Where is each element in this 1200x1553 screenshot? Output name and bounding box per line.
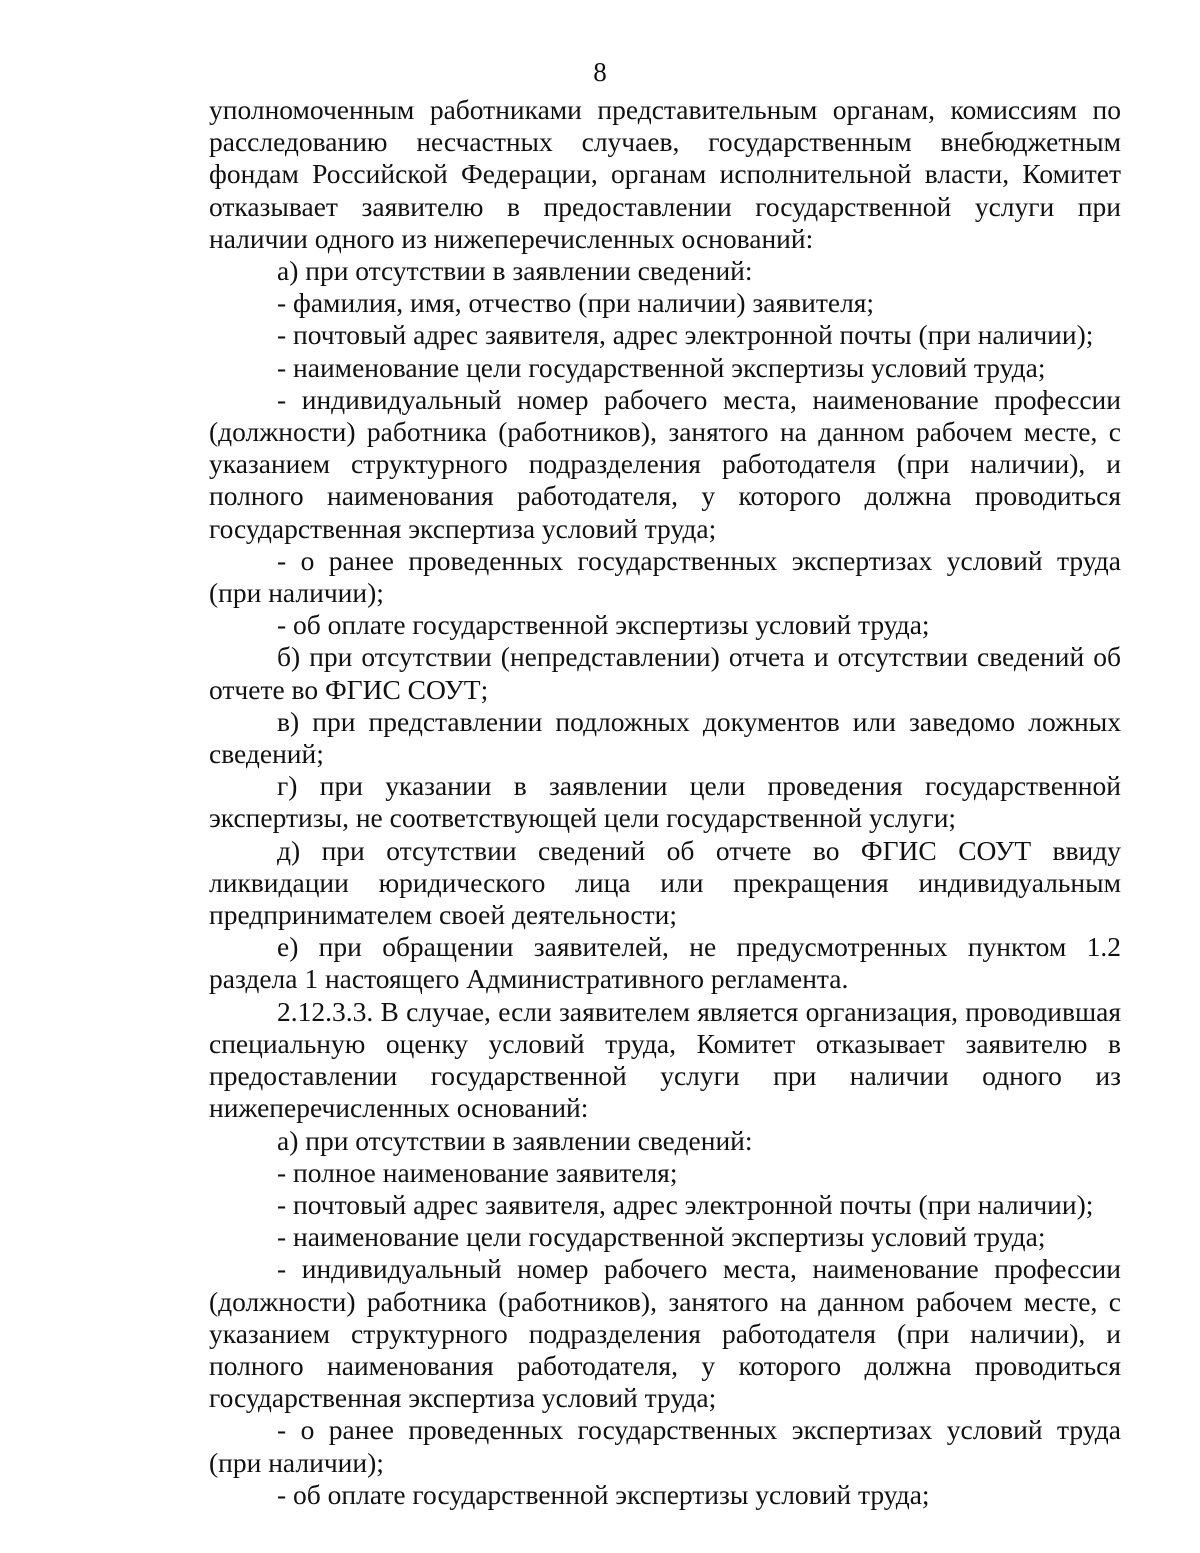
- document-body: [209, 94, 1121, 1511]
- list-item-dash: - почтовый адрес заявителя, адрес электронной почты (при наличии);: [277, 1188, 1094, 1220]
- list-item-dash: - об оплате государственной экспертизы условий труда;: [277, 609, 930, 641]
- list-item-d: д) при отсутствии сведений об отчете во ФГИС СОУТ ввиду ликвидации юридического лица или прекращения индивидуальным предпринимателем своей деятельности;: [209, 834, 1121, 931]
- list-item-dash: - индивидуальный номер рабочего места, наименование профессии (должности) работника (работников), занятого на данном рабочем месте, с указанием структурного подразделения работодателя (при наличии), и полного наименования работодателя, у которого должна проводиться государственная экспертиза условий труда;: [209, 1253, 1121, 1414]
- list-item-dash: - наименование цели государственной экспертизы условий труда;: [277, 351, 1046, 383]
- list-item-a: а) при отсутствии в заявлении сведений:: [277, 255, 753, 287]
- list-item-dash: - полное наименование заявителя;: [277, 1156, 678, 1188]
- list-item-b: б) при отсутствии (непредставлении) отчета и отсутствии сведений об отчете во ФГИС СОУТ;: [209, 641, 1121, 705]
- list-item-g: г) при указании в заявлении цели проведения государственной экспертизы, не соответствующей цели государственной услуги;: [209, 770, 1121, 834]
- list-item-a: а) при отсутствии в заявлении сведений:: [277, 1124, 753, 1156]
- list-item-e: е) при обращении заявителей, не предусмотренных пунктом 1.2 раздела 1 настоящего Административного регламента.: [209, 931, 1121, 995]
- list-item-dash: - наименование цели государственной экспертизы условий труда;: [277, 1221, 1046, 1253]
- list-item-dash: - индивидуальный номер рабочего места, наименование профессии (должности) работника (работников), занятого на данном рабочем месте, с указанием структурного подразделения работодателя (при наличии), и полного наименования работодателя, у которого должна проводиться государственная экспертиза условий труда;: [209, 383, 1121, 544]
- list-item-dash: - о ранее проведенных государственных экспертизах условий труда (при наличии);: [209, 1414, 1121, 1478]
- list-item-dash: - почтовый адрес заявителя, адрес электронной почты (при наличии);: [277, 319, 1094, 351]
- paragraph-section-2-12-3-3: 2.12.3.3. В случае, если заявителем является организация, проводившая специальную оценку условий труда, Комитет отказывает заявителю в предоставлении государственной услуги при наличии одного из нижеперечисленных оснований:: [209, 995, 1121, 1124]
- list-item-v: в) при представлении подложных документов или заведомо ложных сведений;: [209, 705, 1121, 770]
- page-number: 8: [593, 57, 607, 87]
- paragraph-intro: уполномоченным работниками представительным органам, комиссиям по расследованию несчастных случаев, государственным внебюджетным фондам Российской Федерации, органам исполнительной власти, Комитет отказывает заявителю в предоставлении государственной услуги при наличии одного из нижеперечисленных оснований:: [209, 94, 1121, 254]
- list-item-dash: - фамилия, имя, отчество (при наличии) заявителя;: [277, 287, 875, 319]
- list-item-dash: - об оплате государственной экспертизы условий труда;: [277, 1478, 930, 1510]
- list-item-dash: - о ранее проведенных государственных экспертизах условий труда (при наличии);: [209, 544, 1121, 609]
